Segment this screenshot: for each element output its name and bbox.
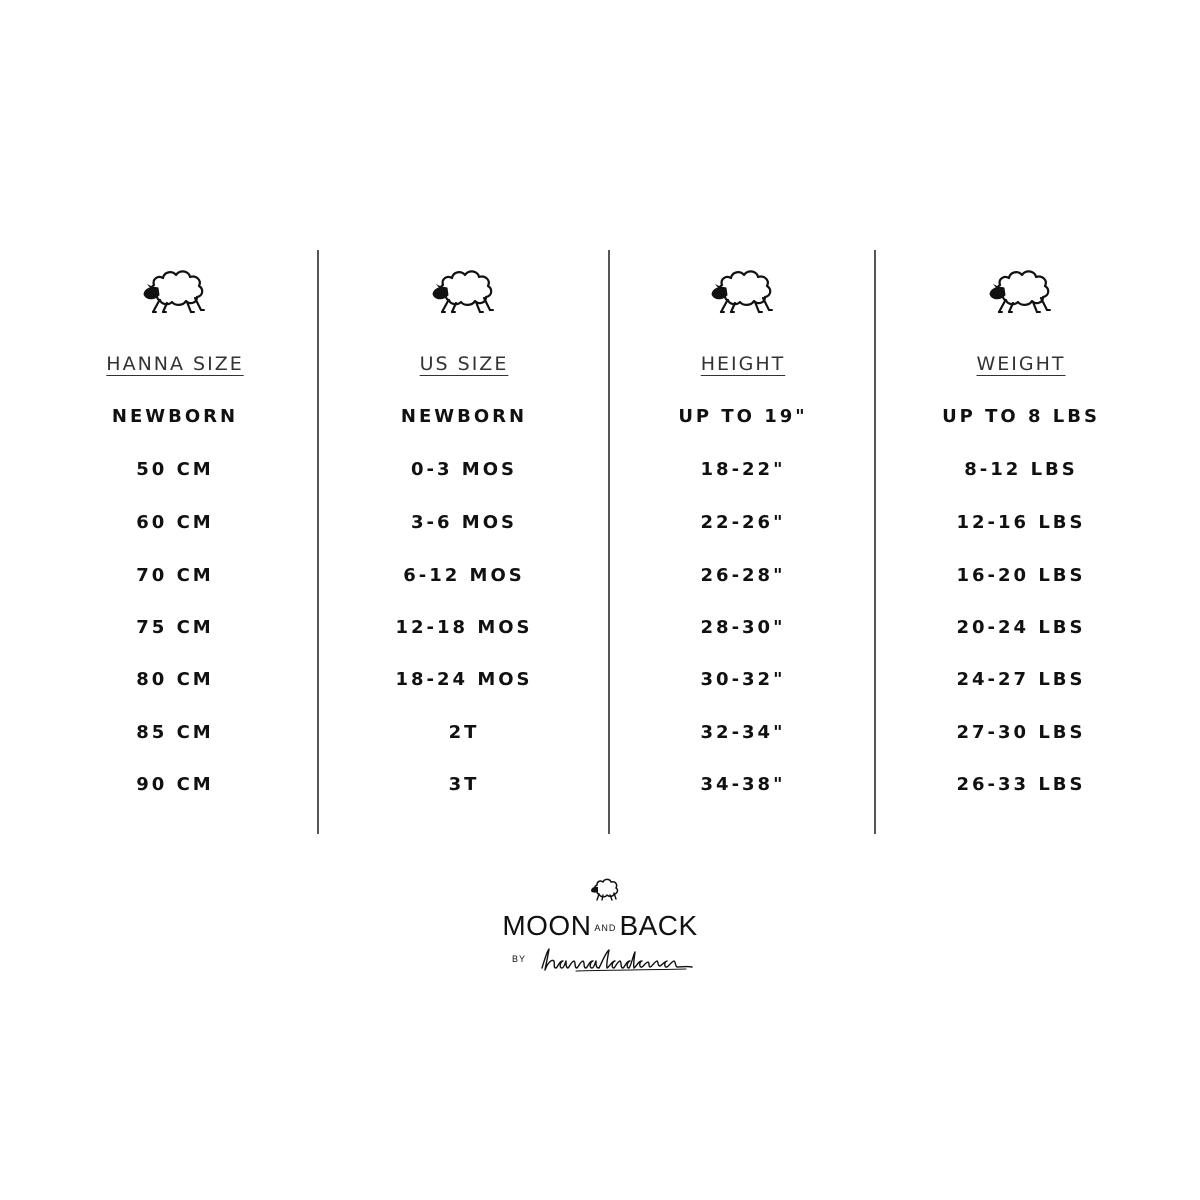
- size-cell: 26-28": [700, 565, 786, 586]
- size-cell: 22-26": [700, 512, 786, 533]
- column-header: US SIZE: [419, 353, 509, 375]
- brand-by: BY: [512, 954, 527, 964]
- column-weight: [871, 0, 1171, 1200]
- brand-name-back: BACK: [619, 910, 698, 941]
- size-cell: 28-30": [700, 617, 786, 638]
- size-cell: 70 CM: [136, 565, 214, 586]
- size-cell: 27-30 LBS: [956, 722, 1086, 743]
- column-us-size: [314, 0, 617, 1200]
- size-cell: 85 CM: [136, 722, 214, 743]
- sheep-icon: [137, 262, 213, 318]
- size-cell: 0-3 MOS: [411, 459, 517, 480]
- size-cell: UP TO 19": [678, 406, 808, 427]
- brand-name-moon: MOON: [502, 910, 592, 941]
- column-height: [593, 0, 893, 1200]
- brand-name-and: AND: [594, 922, 617, 933]
- sheep-icon: [426, 262, 502, 318]
- size-cell: 30-32": [700, 669, 786, 690]
- size-cell: 26-33 LBS: [956, 774, 1086, 795]
- size-cell: 60 CM: [136, 512, 214, 533]
- size-cell: 12-18 MOS: [395, 617, 533, 638]
- size-cell: NEWBORN: [400, 406, 528, 427]
- sheep-icon: [705, 262, 781, 318]
- size-cell: 18-22": [700, 459, 786, 480]
- column-hanna-size: [25, 0, 325, 1200]
- size-cell: UP TO 8 LBS: [942, 406, 1100, 427]
- column-header: HANNA SIZE: [106, 353, 244, 375]
- size-cell: 12-16 LBS: [956, 512, 1086, 533]
- size-cell: 6-12 MOS: [403, 565, 525, 586]
- brand-signature: [536, 946, 696, 974]
- size-cell: 75 CM: [136, 617, 214, 638]
- size-cell: NEWBORN: [111, 406, 239, 427]
- size-cell: 3T: [448, 774, 480, 795]
- size-cell: 90 CM: [136, 774, 214, 795]
- size-cell: 80 CM: [136, 669, 214, 690]
- size-cell: 2T: [448, 722, 480, 743]
- size-cell: 16-20 LBS: [956, 565, 1086, 586]
- size-cell: 32-34": [700, 722, 786, 743]
- size-cell: 8-12 LBS: [964, 459, 1078, 480]
- size-cell: 34-38": [700, 774, 786, 795]
- column-header: WEIGHT: [976, 353, 1066, 375]
- sheep-logo-icon: [588, 874, 622, 904]
- brand-logo: [440, 874, 760, 974]
- size-cell: 50 CM: [136, 459, 214, 480]
- column-header: HEIGHT: [700, 353, 786, 375]
- size-cell: 18-24 MOS: [395, 669, 533, 690]
- size-cell: 24-27 LBS: [956, 669, 1086, 690]
- sheep-icon: [983, 262, 1059, 318]
- size-cell: 20-24 LBS: [956, 617, 1086, 638]
- brand-name: [440, 910, 760, 942]
- size-cell: 3-6 MOS: [411, 512, 517, 533]
